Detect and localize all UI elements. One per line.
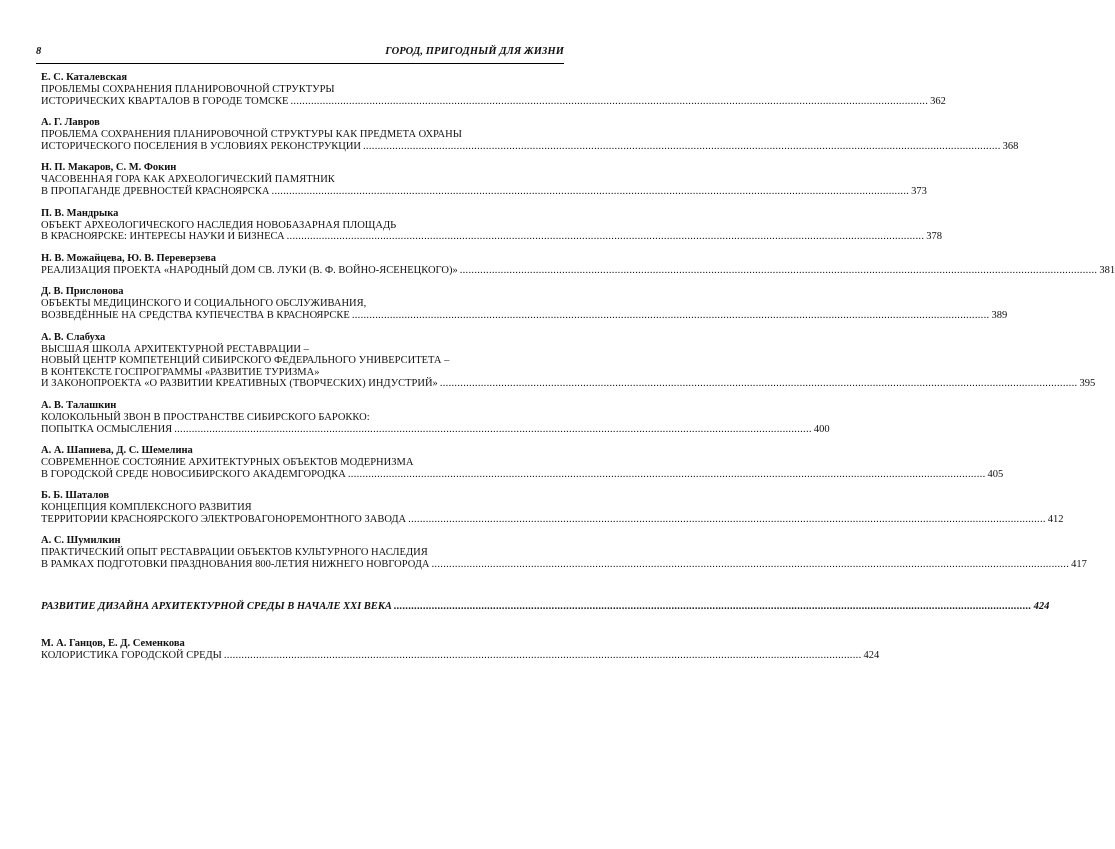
toc-title-line: СОВРЕМЕННОЕ СОСТОЯНИЕ АРХИТЕКТУРНЫХ ОБЪЕКТОВ МОДЕРНИЗМА [41, 457, 414, 469]
toc-page-number: 381 [1099, 264, 1115, 276]
toc-page-number: 424 [863, 649, 880, 661]
toc-entry [41, 490, 1064, 525]
toc-leader-line [41, 649, 880, 662]
dot-leader: .......................................................................................................................................................................................................................... [223, 649, 862, 661]
toc-entry [41, 331, 1096, 390]
dot-leader: .......................................................................................................................................................................................................................... [286, 231, 925, 243]
toc-title-text: РЕАЛИЗАЦИЯ ПРОЕКТА «НАРОДНЫЙ ДОМ СВ. ЛУКИ (В. Ф. ВОЙНО-ЯСЕНЕЦКОГО)» [41, 264, 458, 276]
toc-title-line: ПРОБЛЕМЫ СОХРАНЕНИЯ ПЛАНИРОВОЧНОЙ СТРУКТУРЫ [41, 84, 335, 95]
toc-title-text: ТЕРРИТОРИИ КРАСНОЯРСКОГО ЭЛЕКТРОВАГОНОРЕМОНТНОГО ЗАВОДА [41, 513, 407, 525]
toc-leader-line [41, 378, 1096, 390]
toc-title-line: КОНЦЕПЦИЯ КОМПЛЕКСНОГО РАЗВИТИЯ [41, 502, 252, 514]
toc-leader-line [41, 309, 1008, 322]
toc-leader-line [41, 264, 1115, 277]
toc-page-number: 368 [1002, 140, 1019, 152]
table-of-contents [41, 72, 1115, 671]
toc-leader-line [41, 513, 1064, 526]
toc-title-line: ПРАКТИЧЕСКИЙ ОПЫТ РЕСТАВРАЦИИ ОБЪЕКТОВ КУЛЬТУРНОГО НАСЛЕДИЯ [41, 547, 428, 559]
toc-page-number: 362 [930, 95, 946, 107]
toc-authors: А. Г. Лавров [41, 117, 100, 129]
toc-title-text: ВОЗВЕДЁННЫЕ НА СРЕДСТВА КУПЕЧЕСТВА В КРАСНОЯРСКЕ [41, 309, 350, 321]
toc-title-line: ПРОБЛЕМА СОХРАНЕНИЯ ПЛАНИРОВОЧНОЙ СТРУКТУРЫ КАК ПРЕДМЕТА ОХРАНЫ [41, 129, 462, 141]
toc-title-text: В ПРОПАГАНДЕ ДРЕВНОСТЕЙ КРАСНОЯРСКА [41, 185, 270, 197]
toc-authors: М. А. Ганцов, Е. Д. Семенкова [41, 637, 185, 649]
toc-entry [41, 72, 946, 107]
toc-title-line: КОЛОКОЛЬНЫЙ ЗВОН В ПРОСТРАНСТВЕ СИБИРСКОГО БАРОККО: [41, 411, 370, 423]
toc-authors: Б. Б. Шаталов [41, 490, 110, 502]
toc-leader-line [41, 140, 1019, 153]
toc-leader-line [41, 600, 1050, 613]
toc-title-text: В РАМКАХ ПОДГОТОВКИ ПРАЗДНОВАНИЯ 800-ЛЕТИЯ НИЖНЕГО НОВГОРОДА [41, 559, 430, 571]
dot-leader: .......................................................................................................................................................................................................................... [351, 309, 990, 321]
toc-leader-line [41, 559, 1087, 571]
toc-leader-line [41, 231, 943, 243]
toc-title-line: ВЫСШАЯ ШКОЛА АРХИТЕКТУРНОЙ РЕСТАВРАЦИИ – [41, 343, 309, 355]
toc-page-number: 373 [911, 185, 927, 197]
toc-title-text: ИСТОРИЧЕСКОГО ПОСЕЛЕНИЯ В УСЛОВИЯХ РЕКОНСТРУКЦИИ [41, 140, 361, 152]
toc-title-text: РАЗВИТИЕ ДИЗАЙНА АРХИТЕКТУРНОЙ СРЕДЫ В НАЧАЛЕ XXI ВЕКА [41, 600, 392, 612]
running-title: ГОРОД, ПРИГОДНЫЙ ДЛЯ ЖИЗНИ [385, 46, 564, 57]
toc-page-number: 378 [926, 231, 943, 243]
toc-authors: Д. В. Прислонова [41, 286, 124, 298]
dot-leader: .......................................................................................................................................................................................................................... [271, 185, 910, 197]
toc-title-text: КОЛОРИСТИКА ГОРОДСКОЙ СРЕДЫ [41, 649, 222, 661]
toc-entry [41, 207, 943, 243]
toc-entry [41, 286, 1008, 321]
dot-leader: .......................................................................................................................................................................................................................... [431, 559, 1070, 571]
toc-page-number: 405 [987, 468, 1004, 480]
toc-title-text: ИСТОРИЧЕСКИХ КВАРТАЛОВ В ГОРОДЕ ТОМСКЕ [41, 95, 289, 107]
toc-page-number: 424 [1033, 600, 1050, 612]
toc-entry [41, 162, 927, 197]
toc-entry [41, 445, 1004, 480]
toc-title-text: ПОПЫТКА ОСМЫСЛЕНИЯ [41, 423, 173, 435]
toc-leader-line [41, 185, 927, 198]
toc-authors: А. В. Слабуха [41, 331, 106, 343]
dot-leader: .......................................................................................................................................................................................................................... [439, 378, 1078, 390]
dot-leader: .......................................................................................................................................................................................................................... [459, 264, 1098, 276]
toc-title-line: ОБЪЕКТЫ МЕДИЦИНСКОГО И СОЦИАЛЬНОГО ОБСЛУЖИВАНИЯ, [41, 298, 367, 310]
dot-leader: .......................................................................................................................................................................................................................... [347, 468, 986, 480]
toc-title-text: В КРАСНОЯРСКЕ: ИНТЕРЕСЫ НАУКИ И БИЗНЕСА [41, 231, 285, 243]
page-number: 8 [36, 46, 42, 57]
toc-entry [41, 637, 880, 662]
toc-section [41, 600, 1050, 613]
toc-entry [41, 117, 1019, 152]
toc-authors: Н. П. Макаров, С. М. Фокин [41, 162, 177, 174]
dot-leader: .......................................................................................................................................................................................................................... [363, 140, 1001, 152]
running-header [36, 43, 564, 64]
dot-leader: .......................................................................................................................................................................................................................... [290, 95, 929, 107]
toc-title-line: В КОНТЕКСТЕ ГОСПРОГРАММЫ «РАЗВИТИЕ ТУРИЗМА» [41, 366, 320, 378]
toc-entry [41, 535, 1087, 571]
toc-entry [41, 399, 830, 435]
toc-leader-line [41, 468, 1004, 481]
toc-authors: П. В. Мандрыка [41, 207, 119, 219]
toc-authors: А. В. Талашкин [41, 399, 117, 411]
toc-entry [41, 252, 1115, 277]
dot-leader: .......................................................................................................................................................................................................................... [408, 513, 1046, 525]
toc-title-text: И ЗАКОНОПРОЕКТА «О РАЗВИТИИ КРЕАТИВНЫХ (ТВОРЧЕСКИХ) ИНДУСТРИЙ» [41, 378, 438, 390]
toc-authors: А. А. Шапиева, Д. С. Шемелина [41, 445, 193, 457]
toc-authors: Н. В. Можайцева, Ю. В. Переверзева [41, 252, 216, 264]
toc-page-number: 400 [813, 423, 830, 435]
toc-page-number: 389 [991, 309, 1008, 321]
toc-page-number: 412 [1047, 513, 1064, 525]
toc-leader-line [41, 95, 946, 108]
dot-leader: .......................................................................................................................................................................................................................... [174, 423, 812, 435]
dot-leader: .......................................................................................................................................................................................................................... [393, 600, 1032, 612]
toc-title-text: В ГОРОДСКОЙ СРЕДЕ НОВОСИБИРСКОГО АКАДЕМГОРОДКА [41, 468, 346, 480]
toc-page-number: 395 [1079, 378, 1096, 390]
toc-page-number: 417 [1071, 559, 1087, 571]
toc-authors: Е. С. Каталевская [41, 72, 127, 83]
toc-authors: А. С. Шумилкин [41, 535, 121, 547]
toc-title-line: ОБЪЕКТ АРХЕОЛОГИЧЕСКОГО НАСЛЕДИЯ НОВОБАЗАРНАЯ ПЛОЩАДЬ [41, 219, 397, 231]
toc-leader-line [41, 423, 830, 436]
toc-title-line: ЧАСОВЕННАЯ ГОРА КАК АРХЕОЛОГИЧЕСКИЙ ПАМЯТНИК [41, 174, 335, 186]
toc-title-line: НОВЫЙ ЦЕНТР КОМПЕТЕНЦИЙ СИБИРСКОГО ФЕДЕРАЛЬНОГО УНИВЕРСИТЕТА – [41, 355, 450, 367]
